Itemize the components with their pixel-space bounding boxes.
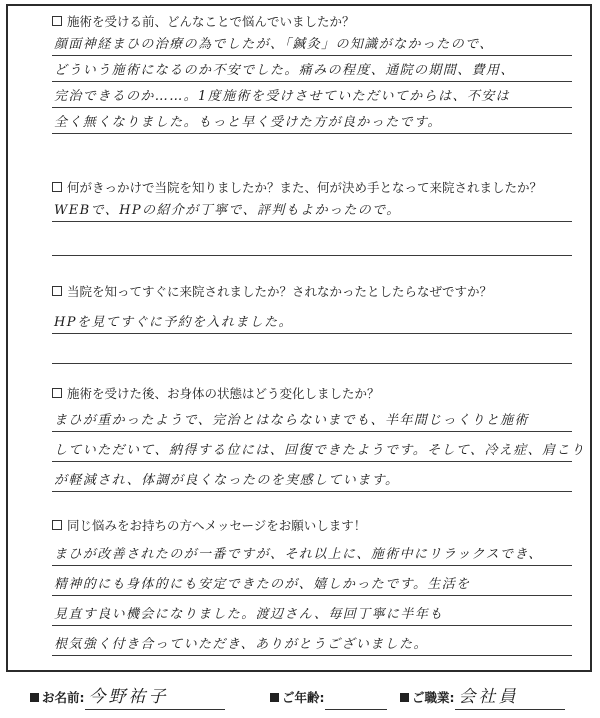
answer-line (52, 402, 572, 432)
answer-text: まひが重かったようで、完治とはならないまでも、半年間じっくりと施術 (54, 413, 529, 428)
job-field (400, 686, 565, 710)
question-5 (52, 516, 572, 656)
answer-text: 顔面神経まひの治療の為でしたが、「鍼灸」の知識がなかったので、 (54, 37, 494, 52)
answer-line (52, 108, 572, 134)
question-label: 施術を受けた後、お身体の状態はどう変化しましたか？ (67, 386, 380, 401)
age-line (325, 686, 387, 710)
checkbox-icon (52, 286, 62, 296)
job-label-wrap (400, 688, 455, 706)
name-line (85, 686, 225, 710)
answer-line (52, 626, 572, 656)
question-4-label-row (52, 384, 572, 402)
question-3 (52, 282, 572, 364)
question-5-label-row (52, 516, 572, 534)
answer-text: どういう施術になるのか不安でした。痛みの程度、通院の期間、費用、 (54, 63, 515, 78)
age-label: ご年齢: (282, 690, 325, 705)
answer-line (52, 196, 572, 222)
answer-line (52, 82, 572, 108)
answer-text: 完治できるのか……。1度施術を受けさせていただいてからは、不安は (54, 89, 511, 104)
age-field (270, 686, 387, 710)
question-label: 当院を知ってすぐに来院されましたか？されなかったとしたらなぜですか？ (67, 284, 493, 299)
job-line (455, 686, 565, 710)
answer-line (52, 566, 572, 596)
question-2 (52, 178, 572, 256)
answer-line (52, 334, 572, 364)
question-1 (52, 12, 572, 134)
checkbox-icon (52, 520, 62, 530)
answer-text: 全く無くなりました。もっと早く受けた方が良かったです。 (54, 115, 442, 130)
answer-line (52, 432, 586, 462)
name-field (30, 686, 225, 710)
square-bullet-icon (30, 693, 39, 702)
answer-text: が軽減され、体調が良くなったのを実感しています。 (54, 473, 400, 488)
answer-text: HPを見てすぐに予約を入れました。 (54, 315, 293, 330)
answer-text: していただいて、納得する位には、回復できたようです。そして、冷え症、肩こり (54, 443, 586, 458)
answer-line (52, 222, 572, 256)
age-label-wrap (270, 688, 325, 706)
answer-line (52, 300, 572, 334)
answer-text: 見直す良い機会になりました。渡辺さん、毎回丁寧に半年も (54, 607, 444, 622)
square-bullet-icon (270, 693, 279, 702)
answer-text: WEBで、HPの紹介が丁寧で、評判もよかったので。 (54, 203, 401, 218)
answer-line (52, 462, 572, 492)
question-1-label-row (52, 12, 572, 30)
answer-line (52, 30, 572, 56)
question-2-label-row (52, 178, 572, 196)
square-bullet-icon (400, 693, 409, 702)
job-value: 会社員 (458, 687, 519, 707)
question-3-label-row (52, 282, 572, 300)
job-label: ご職業: (412, 690, 455, 705)
name-value: 今野祐子 (88, 687, 169, 707)
answer-text: 根気強く付き合っていただき、ありがとうございました。 (54, 637, 428, 652)
answer-text: 精神的にも身体的にも安定できたのが、嬉しかったです。生活を (54, 577, 471, 592)
respondent-info (0, 678, 600, 718)
answer-line (52, 534, 572, 566)
checkbox-icon (52, 388, 62, 398)
question-label: 何がきっかけで当院を知りましたか？また、何が決め手となって来院されましたか？ (67, 180, 543, 195)
question-label: 同じ悩みをお持ちの方へメッセージをお願いします！ (67, 518, 367, 533)
answer-line (52, 596, 572, 626)
name-label: お名前: (42, 690, 85, 705)
answer-text: まひが改善されたのが一番ですが、それ以上に、施術中にリラックスでき、 (54, 547, 543, 562)
question-4 (52, 384, 586, 492)
question-label: 施術を受ける前、どんなことで悩んでいましたか？ (67, 14, 355, 29)
answer-line (52, 56, 572, 82)
checkbox-icon (52, 182, 62, 192)
name-label-wrap (30, 688, 85, 706)
checkbox-icon (52, 16, 62, 26)
